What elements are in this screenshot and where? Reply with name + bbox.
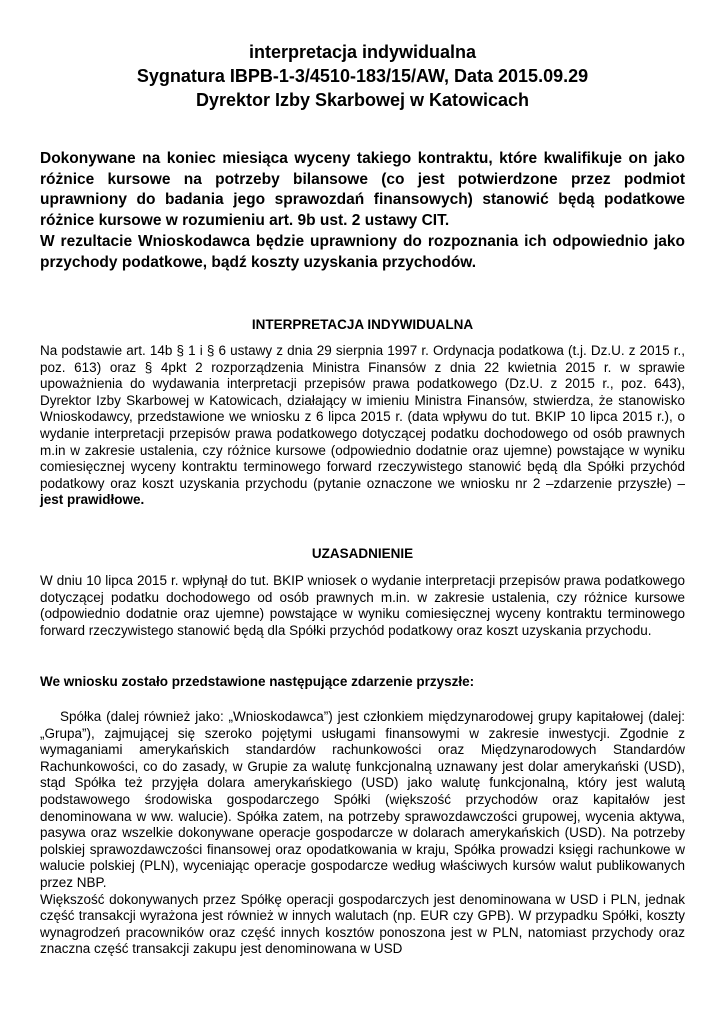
interpretation-paragraph bbox=[40, 343, 685, 509]
summary-paragraph: Dokonywane na koniec miesiąca wyceny takiego kontraktu, które kwalifikuje on jako różnice kursowe na potrzeby bilansowe (co jest potwierdzone przez podmiot uprawniony do badania jego sprawozdań finansowych) stanowić będą podatkowe różnice kursowe w rozumieniu art. 9b ust. 2 ustawy CIT. bbox=[40, 150, 685, 230]
justification-section bbox=[40, 573, 685, 639]
summary-paragraph: W rezultacie Wnioskodawca będzie uprawniony do rozpoznania ich odpowiednio jako przychody podatkowe, bądź koszty uzyskania przychodów. bbox=[40, 232, 685, 271]
event-description bbox=[40, 709, 685, 958]
justification-paragraph: W dniu 10 lipca 2015 r. wpłynął do tut. BKIP wniosek o wydanie interpretacji przepisów prawa podatkowego dotyczącej podatku dochodowego od osób prawnych m.in. w zakresie ustalenia, czy różnice kursowe (odpowiednio dodatnie oraz ujemne) powstające w wyniku comiesięcznej wyceny kontraktu terminowego forward rzeczywistego stanowić będą dla Spółki przychód podatkowy oraz koszt uzyskania przychodu. bbox=[40, 573, 685, 638]
event-section bbox=[40, 674, 685, 691]
event-paragraph: Spółka (dalej również jako: „Wnioskodawca”) jest członkiem międzynarodowej grupy kapitałowej (dalej: „Grupa”), zajmującej się szeroko pojętymi usługami finansowymi w zakresie inwestycji. Zgodnie z wymaganiami amerykańskich standardów rachunkowości oraz Międzynarodowych Standardów Rachunkowości, co do zasady, w Grupie za walutę funkcjonalną uznawany jest dolar amerykański (USD), stąd Spółka też przyjęła dolara amerykańskiego (USD) jako walutę funkcjonalną, który jest walutą podstawowego środowiska gospodarczego Spółki (większość przychodów oraz kapitałów jest denominowana w ww. walucie). Spółka zatem, na potrzeby sprawozdawczości grupowej, wycenia aktywa, pasywa oraz wszelkie dokonywane operacje gospodarcze w dolarach amerykańskich (USD). Na potrzeby polskiej sprawozdawczości finansowej oraz opodatkowania w kraju, Spółka prowadzi księgi rachunkowe w walucie polskiej (PLN), wyceniając operacje gospodarcze według właściwych kursów walut publikowanych przez NBP. bbox=[40, 709, 685, 890]
event-paragraph: Większość dokonywanych przez Spółkę operacji gospodarczych jest denominowana w USD i PLN, jednak część transakcji wyrażona jest również w innych walutach (np. EUR czy GPB). W przypadku Spółki, koszty wynagrodzeń pracowników oraz część innych kosztów ponoszona jest w PLN, natomiast przychody oraz znaczna część transakcji zakupu jest denominowana w USD bbox=[40, 891, 685, 957]
document-type: interpretacja indywidualna bbox=[248, 42, 477, 62]
document-header bbox=[40, 40, 685, 112]
document-signature: Sygnatura IBPB-1-3/4510-183/15/AW, Data 2015.09.29 bbox=[136, 66, 589, 86]
event-heading: We wniosku zostało przedstawione następujące zdarzenie przyszłe: bbox=[40, 674, 475, 689]
justification-heading: UZASADNIENIE bbox=[311, 546, 414, 561]
interpretation-verdict: jest prawidłowe. bbox=[40, 492, 145, 508]
issuing-authority: Dyrektor Izby Skarbowej w Katowicach bbox=[195, 90, 530, 110]
interpretation-text: Na podstawie art. 14b § 1 i § 6 ustawy z dnia 29 sierpnia 1997 r. Ordynacja podatkowa (t.j. Dz.U. z 2015 r., poz. 613) oraz § 4pkt 2 rozporządzenia Ministra Finansów z dnia 22 kwietnia 2015 r. w sprawie upoważnienia do wydawania interpretacji przepisów prawa podatkowego (Dz.U. z 2015 r., poz. 643), Dyrektor Izby Skarbowej w Katowicach, działający w imieniu Ministra Finansów, stwierdza, że stanowisko Wnioskodawcy, przedstawione we wniosku z 6 lipca 2015 r. (data wpływu do tut. BKIP 10 lipca 2015 r.), o wydanie interpretacji przepisów prawa podatkowego dotyczącej podatku dochodowego od osób prawnych m.in w zakresie ustalenia, czy różnice kursowe (odpowiednio dodatnie oraz ujemne) powstające w wyniku comiesięcznej wyceny kontraktu terminowego forward rzeczywistego stanowić będą dla Spółki przychód podatkowy oraz koszt uzyskania przychodu (pytanie oznaczone we wniosku nr 2 –zdarzenie przyszłe) – bbox=[40, 343, 685, 491]
interpretation-heading: INTERPRETACJA INDYWIDUALNA bbox=[251, 317, 474, 332]
interpretation-section bbox=[40, 343, 685, 509]
summary-section bbox=[40, 149, 685, 273]
